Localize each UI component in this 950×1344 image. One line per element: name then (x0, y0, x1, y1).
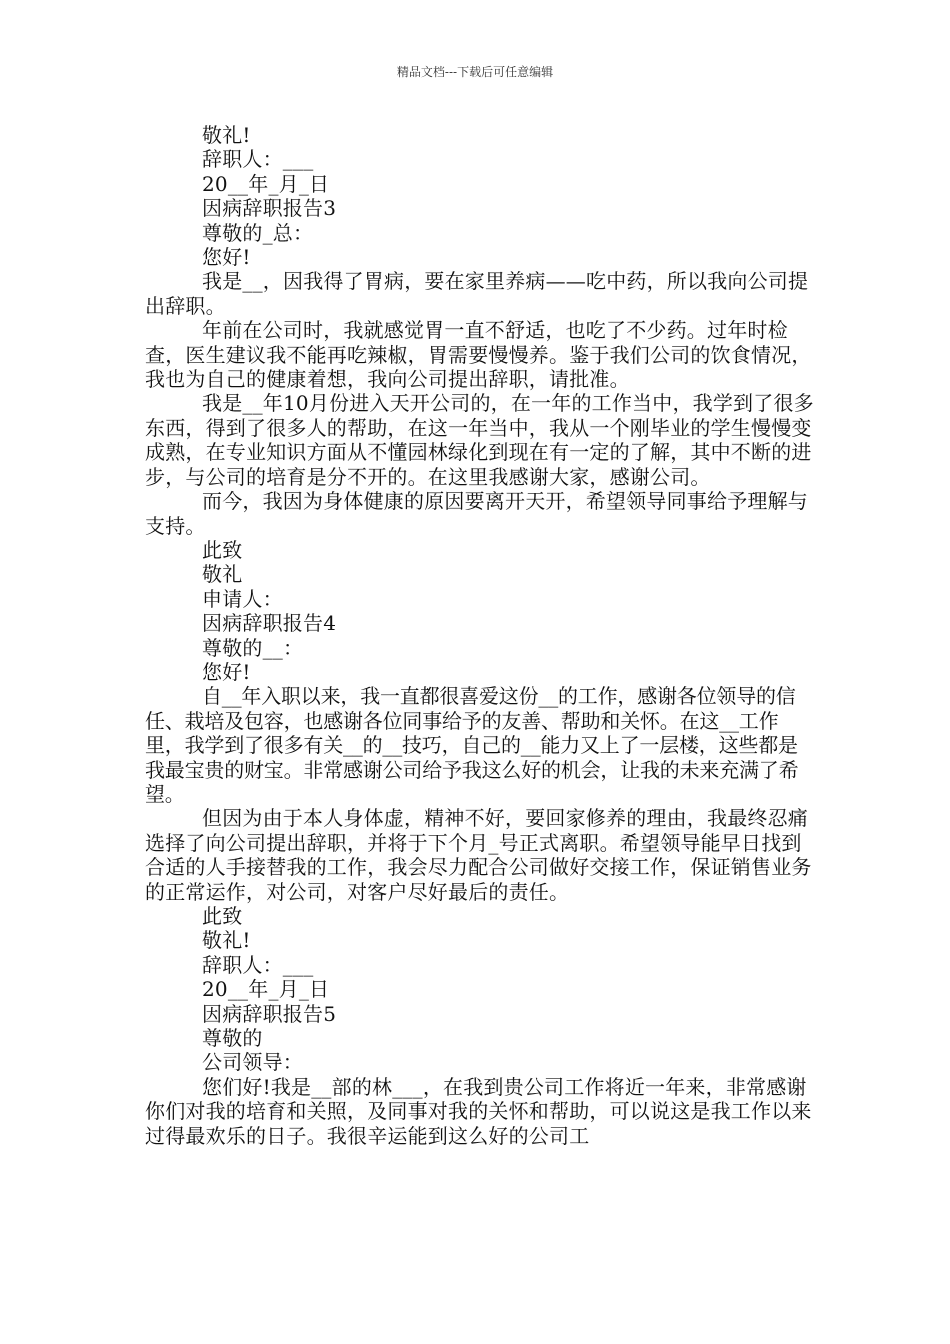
body-paragraph: 我是__年10月份进入天开公司的，在一年的工作当中，我学到了很多东西，得到了很多人的帮助，在这一年当中，我从一个刚毕业的学生慢慢变成熟，在专业知识方面从不懂园林绿化到现在有一定的了解，其中不断的进步，与公司的培育是分不开的。在这里我感谢大家，感谢公司。 (145, 391, 814, 489)
closing-line: 此致 (202, 537, 243, 562)
document-body (145, 123, 815, 1148)
body-paragraph: 我是__，因我得了胃病，要在家里养病——吃中药，所以我向公司提出辞职。 (145, 269, 809, 318)
closing-salute: 敬礼 (202, 562, 243, 587)
resigner-line: 辞职人：___ (202, 147, 314, 172)
salutation: 尊敬的_总： (202, 220, 314, 245)
applicant-line: 申请人： (202, 586, 283, 611)
page-header: 精品文档---下载后可任意编辑 (396, 65, 554, 79)
body-paragraph: 您们好!我是__部的林___，在我到贵公司工作将近一年来，非常感谢你们对我的培育和关照，及同事对我的关怀和帮助，可以说这是我工作以来过得最欢乐的日子。我很辛运能到这么好的公司工 (145, 1074, 812, 1148)
report-title-3: 因病辞职报告3 (202, 196, 337, 221)
greeting: 您好! (202, 245, 251, 270)
closing-salute: 敬礼! (202, 928, 251, 953)
report-title-5: 因病辞职报告5 (202, 1001, 337, 1026)
closing-line: 此致 (202, 904, 243, 928)
date-line: 20__年_月_日 (202, 977, 330, 1002)
report-title-4: 因病辞职报告4 (202, 611, 337, 636)
body-paragraph: 但因为由于本人身体虚，精神不好，要回家修养的理由，我最终忍痛选择了向公司提出辞职，并将于下个月_号正式离职。希望领导能早日找到合适的人手接替我的工作，我会尽力配合公司做好交接工作，保证销售业务的正常运作，对公司，对客户尽好最后的责任。 (145, 806, 812, 904)
closing-salute: 敬礼! (202, 123, 251, 147)
salutation: 尊敬的 (202, 1026, 263, 1051)
body-paragraph: 年前在公司时，我就感觉胃一直不舒适，也吃了不少药。过年时检查，医生建议我不能再吃辣椒，胃需要慢慢养。鉴于我们公司的饮食情况，我也为自己的健康着想，我向公司提出辞职，请批准。 (145, 318, 812, 392)
salutation: 尊敬的__： (202, 635, 304, 660)
date-line: 20__年_月_日 (202, 171, 330, 196)
greeting: 您好! (202, 659, 251, 684)
recipient-line: 公司领导： (202, 1050, 303, 1075)
body-paragraph: 而今，我因为身体健康的原因要离开天开，希望领导同事给予理解与支持。 (145, 489, 808, 538)
resigner-line: 辞职人：___ (202, 952, 314, 977)
body-paragraph: 自__年入职以来，我一直都很喜爱这份__的工作，感谢各位领导的信任、栽培及包容，也感谢各位同事给予的友善、帮助和关怀。在这__工作里，我学到了很多有关__的__技巧，自己的__能力又上了一层楼，这些都是我最宝贵的财宝。非常感谢公司给予我这么好的机会，让我的未来充满了希望。 (145, 684, 799, 806)
